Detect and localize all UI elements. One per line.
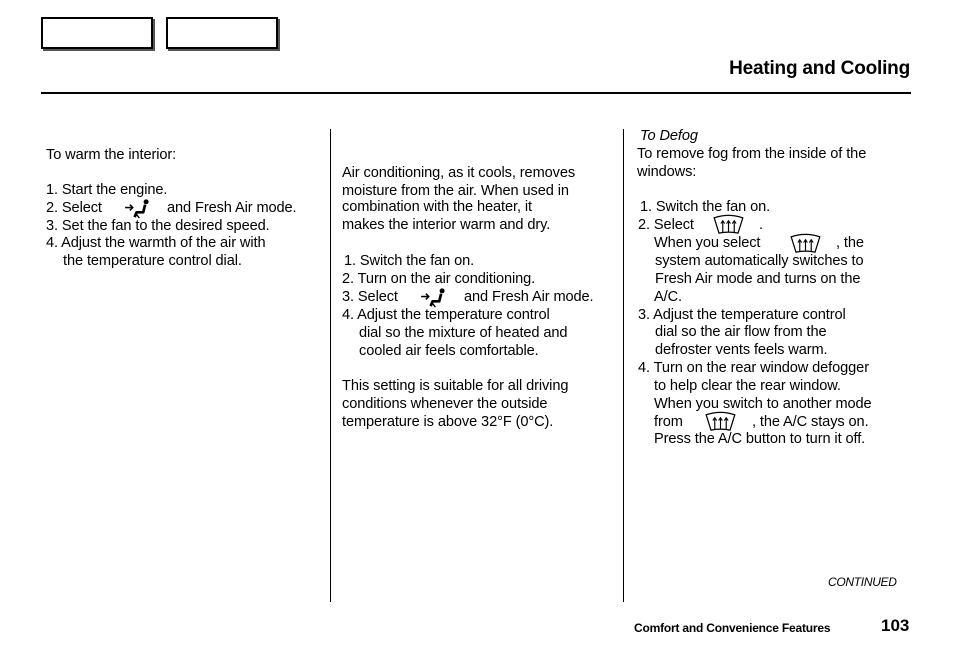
nav-tab-box-2[interactable] bbox=[166, 17, 278, 49]
col3-step2-line4: A/C. bbox=[654, 289, 682, 305]
col2-para1-line3: combination with the heater, it bbox=[342, 199, 532, 215]
col3-step4-line4-post: , the A/C stays on. bbox=[752, 414, 869, 430]
page-number: 103 bbox=[881, 616, 910, 635]
column-divider-1 bbox=[330, 129, 331, 602]
col3-step4-line5: Press the A/C button to turn it off. bbox=[654, 431, 866, 447]
windshield-defrost-icon bbox=[789, 233, 822, 254]
column-divider-2 bbox=[623, 129, 624, 602]
col3-step4-line2: to help clear the rear window. bbox=[654, 378, 841, 394]
col3-step4-line4-pre: from bbox=[654, 414, 683, 430]
col3-step1: 1. Switch the fan on. bbox=[640, 199, 771, 215]
col2-para1-line4: makes the interior warm and dry. bbox=[342, 217, 551, 233]
col3-step3-line1: 3. Adjust the temperature control bbox=[638, 307, 846, 323]
col1-intro: To warm the interior: bbox=[46, 147, 177, 163]
col2-step4-line1: 4. Adjust the temperature control bbox=[342, 307, 550, 323]
col3-step2-line2: system automatically switches to bbox=[655, 253, 864, 269]
col2-para2-line3: temperature is above 32°F (0°C). bbox=[342, 414, 554, 430]
windshield-defrost-icon bbox=[712, 214, 745, 235]
col2-step2: 2. Turn on the air conditioning. bbox=[342, 271, 536, 287]
col1-step3: 3. Set the fan to the desired speed. bbox=[46, 218, 270, 234]
col3-intro-line2: windows: bbox=[637, 164, 697, 180]
col1-step4-line1: 4. Adjust the warmth of the air with bbox=[46, 235, 266, 251]
col1-step2-pre: 2. Select bbox=[46, 200, 102, 216]
col2-para2-line2: conditions whenever the outside bbox=[342, 396, 548, 412]
col2-step1: 1. Switch the fan on. bbox=[344, 253, 475, 269]
footer-section-title: Comfort and Convenience Features bbox=[634, 621, 831, 635]
col3-intro-line1: To remove fog from the inside of the bbox=[637, 146, 867, 162]
col3-step3-line3: defroster vents feels warm. bbox=[655, 342, 828, 358]
col1-step1: 1. Start the engine. bbox=[46, 182, 168, 198]
col2-step3-post: and Fresh Air mode. bbox=[464, 289, 594, 305]
col3-step2-pre: 2. Select bbox=[638, 217, 694, 233]
col3-step2-sub-pre: When you select bbox=[654, 235, 761, 251]
col3-step4-line3: When you switch to another mode bbox=[654, 396, 872, 412]
page-title: Heating and Cooling bbox=[729, 58, 910, 79]
col1-step2-post: and Fresh Air mode. bbox=[167, 200, 297, 216]
col2-para2-line1: This setting is suitable for all driving bbox=[342, 378, 569, 394]
col2-step3-pre: 3. Select bbox=[342, 289, 398, 305]
header-rule bbox=[41, 92, 911, 94]
col2-para1-line1: Air conditioning, as it cools, removes bbox=[342, 165, 576, 181]
col3-step2-period: . bbox=[759, 217, 763, 233]
col3-step3-line2: dial so the air flow from the bbox=[655, 324, 827, 340]
nav-tab-box-1[interactable] bbox=[41, 17, 153, 49]
col3-heading: To Defog bbox=[640, 128, 698, 144]
col3-step4-line1: 4. Turn on the rear window defogger bbox=[638, 360, 869, 376]
col3-step2-line3: Fresh Air mode and turns on the bbox=[655, 271, 861, 287]
floor-vent-mode-icon bbox=[419, 287, 448, 308]
col2-para1-line2: moisture from the air. When used in bbox=[342, 183, 569, 199]
floor-vent-mode-icon bbox=[123, 198, 152, 219]
windshield-defrost-icon bbox=[704, 411, 737, 432]
col2-step4-line3: cooled air feels comfortable. bbox=[359, 343, 539, 359]
col1-step4-line2: the temperature control dial. bbox=[63, 253, 242, 269]
col3-step2-sub-post: , the bbox=[836, 235, 864, 251]
col2-step4-line2: dial so the mixture of heated and bbox=[359, 325, 568, 341]
continued-label: CONTINUED bbox=[828, 575, 897, 589]
